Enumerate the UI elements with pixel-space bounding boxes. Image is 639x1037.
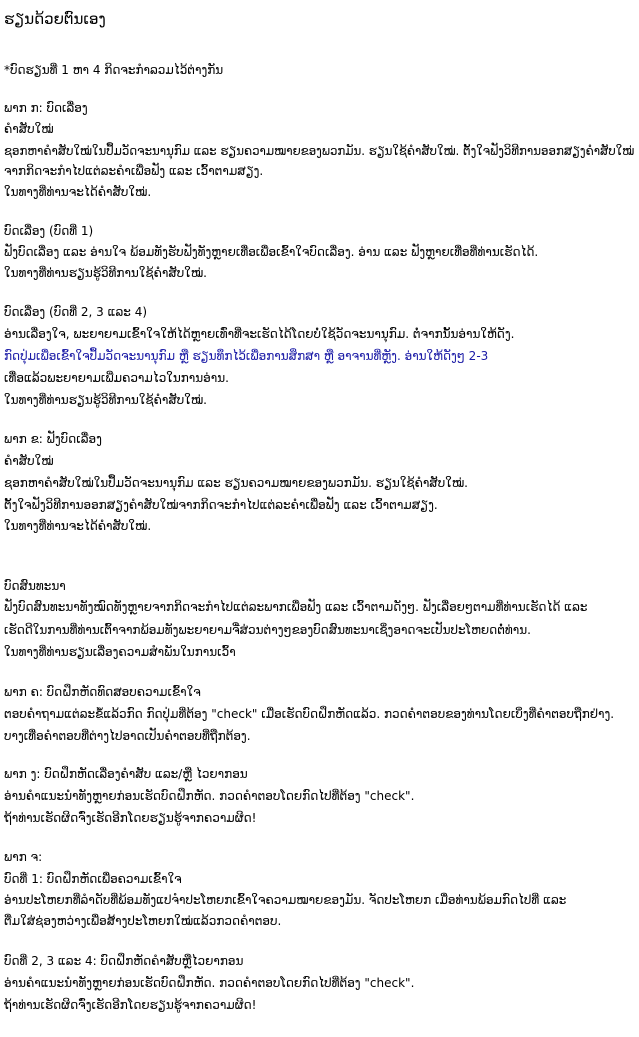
intro-note: *ບົດຮຽນທີ່ 1 ຫາ 4 ກິດຈະກຳລວມໄວ້ຕ່າງກັນ <box>4 63 224 77</box>
conversation-heading: ບົດສົນທະນາ <box>4 579 66 593</box>
part-a-vocab-line: ໃນທາງທີ່ທ່ານຈະໄດ້ຄຳສັບໃໝ່. <box>4 185 152 199</box>
part-d-heading: ພາກ ງ: ບົດຝຶກຫັດເລື່ອງຄຳສັບ ແລະ/ຫຼື ໄວຍາກອນ <box>4 767 248 781</box>
part-b-vocab-line: ຊອກຫາຄຳສັບໃໝ່ໃນປຶ້ມວັດຈະນານຸກົມ ແລະ ຮຽນຄວາມໝາຍຂອງພວກມັນ. ຮຽນໃຊ້ຄຳສັບໃໝ່. <box>4 476 468 490</box>
part-c-line: ບາງເທື່ອຄຳຕອບທີ່ຕ່າງໄປອາດເປັນຄຳຕອບທີ່ຖືກຕ້ອງ. <box>4 729 251 743</box>
story1-line: ໃນທາງທີ່ທ່ານຮຽນຮູ້ວິທີການໃຊ້ຄຳສັບໃໝ່. <box>4 266 207 280</box>
part-e-heading: ພາກ ຈ: <box>4 850 43 864</box>
part-b-heading: ພາກ ຂ: ຟັງບົດເລື່ອງ <box>4 432 102 446</box>
part-b-vocab-line: ໃນທາງທີ່ທ່ານຈະໄດ້ຄຳສັບໃໝ່. <box>4 519 152 533</box>
conversation-line: ຟັງບົດສົນທະນາທັງໝົດທັງຫຼາຍຈາກກິດຈະກຳໄປແຕ່ລະພາກເພື່ອຟັງ ແລະ ເວົ້າຕາມດັງໆ. ຟັງເລື່ອຍໆຕາມທີ່ທ່ານເຮັດໄດ້ ແລະ <box>4 600 588 614</box>
lesson1-line: ອ່ານປະໂຫຍກທີ່ລຳດັບທີ່ພ້ອມທັງແປຈຳປະໂຫຍກເຂົ້າໃຈຄວາມໝາຍຂອງມັນ. ຈັດປະໂຫຍກ ເມື່ອທ່ານພ້ອມກົດໄປທີ່ ແລະ <box>4 893 567 907</box>
story234-line: ໃນທາງທີ່ທ່ານຮຽນຮູ້ວິທີການໃຊ້ຄຳສັບໃໝ່. <box>4 393 207 407</box>
lesson1-heading: ບົດທີ່ 1: ບົດຝຶກຫັດເພື່ອຄວາມເຂົ້າໃຈ <box>4 872 182 886</box>
story1-heading: ບົດເລື່ອງ (ບົດທີ່ 1) <box>4 224 94 238</box>
part-b-vocab-heading: ຄຳສັບໃໝ່ <box>4 454 54 468</box>
lesson234-line: ຖ້າທ່ານເຮັດຜິດຈົ່ງເຮັດອີກໂດຍຮຽນຮູ້ຈາກຄວາມຜິດ! <box>4 998 257 1012</box>
story234-heading: ບົດເລື່ອງ (ບົດທີ່ 2, 3 ແລະ 4) <box>4 305 148 319</box>
part-b-vocab-line: ຕັ້ງໃຈຟັງວິທີການອອກສຽງຄຳສັບໃໝ່ຈາກກິດຈະກຳໄປແຕ່ລະຄຳເພື່ອຟັງ ແລະ ເວົ້າຕາມສຽງ. <box>4 498 438 512</box>
part-c-heading: ພາກ ຄ: ບົດຝຶກຫັດທົດສອບຄວາມເຂົ້າໃຈ <box>4 685 201 699</box>
story234-link-line[interactable]: ກົດປຸ່ມເພື່ອເຂົ້າໃຈປຶ້ມວັດຈະນານຸກົມ ຫຼື ຮຽນທຶກໄວ້ເພື່ອການສຶກສາ ຫຼື ອາຈານທີ່ຫຼັງ. ອ່ານໃຫ້ດັງໆ 2-3 <box>4 349 489 363</box>
part-a-vocab-heading: ຄຳສັບໃໝ່ <box>4 122 54 136</box>
page-title: ຮຽນດ້ວຍຕົນເອງ <box>4 10 106 28</box>
lesson1-line: ຕື່ມໃສ່ຊ່ອງຫວ່າງເພື່ອສ້າງປະໂຫຍກໃໝ່ແລ້ວກວດຄຳຕອບ. <box>4 914 282 928</box>
conversation-line: ໃນທາງທີ່ທ່ານຮຽນເລື່ອງຄວາມສຳພັນໃນການເວົ້າ <box>4 645 236 659</box>
part-a-vocab-line: ຊອກຫາຄຳສັບໃໝ່ໃນປຶ້ມວັດຈະນານຸກົມ ແລະ ຮຽນຄວາມໝາຍຂອງພວກມັນ. ຮຽນໃຊ້ຄຳສັບໃໝ່. ຕັ້ງໃຈຟັງວິທີການອອກສຽງຄຳສັບໃໝ່ <box>4 144 635 158</box>
conversation-line: ເຮັດດີໃນການທີ່ທ່ານເຕົ້າຈາກພ້ອມທັງພະຍາຍາມຈື່ສ່ວນຕ່າງໆຂອງບົດສົນທະນາເຊິ່ງອາດຈະເປັນປະໂຫຍດຕໍ່ທ່ານ. <box>4 623 531 637</box>
part-d-line: ຖ້າທ່ານເຮັດຜິດຈົ່ງເຮັດອີກໂດຍຮຽນຮູ້ຈາກຄວາມຜິດ! <box>4 811 257 825</box>
story1-line: ຟັງບົດເລື່ອງ ແລະ ອ່ານໃຈ ພ້ອມທັງຮັບຟັງທັງຫຼາຍເທື່ອເພື່ອເຂົ້າໃຈບົດເລື່ອງ. ອ່ານ ແລະ ຟັງຫຼາຍເທື່ອທີ່ທ່ານເຮັດໄດ້. <box>4 245 539 259</box>
lesson234-line: ອ່ານຄຳແນະນຳທັງຫຼາຍກ່ອນເຮັດບົດຝຶກຫັດ. ກວດຄຳຕອບໂດຍກົດໄປທີ່ຕ້ອງ "check". <box>4 976 415 990</box>
part-c-line: ຕອບຄຳຖາມແຕ່ລະຂໍ້ແລ້ວກົດ ກົດປຸ່ມທີ່ຕ້ອງ "check" ເມື່ອເຮັດບົດຝຶກຫັດແລ້ວ. ກວດຄຳຕອບຂອງທ່ານໂດຍເບິ່ງທີ່ຄຳຕອບຖືກຢ່າງ. <box>4 707 615 721</box>
story234-line: ອ່ານເລື່ອງໃຈ, ພະຍາຍາມເຂົ້າໃຈໃຫ້ໄດ້ຫຼາຍເທົ່າທີ່ຈະເຮັດໄດ້ໂດຍບໍ່ໃຊ້ວັດຈະນານຸກົມ. ຕໍ່ຈາກນັ້ນອ່ານໃຫ້ດັງ. <box>4 327 515 341</box>
part-a-vocab-line: ຈາກກິດຈະກຳໄປແຕ່ລະຄຳເພື່ອຟັງ ແລະ ເວົ້າຕາມສຽງ. <box>4 164 264 178</box>
story234-line: ເທື່ອແລ້ວພະຍາຍາມເພີ່ມຄວາມໄວໃນການອ່ານ. <box>4 371 229 385</box>
lesson234-heading: ບົດທີ່ 2, 3 ແລະ 4: ບົດຝຶກຫັດຄຳສັບຫຼືໄວຍາກອນ <box>4 954 244 968</box>
part-a-heading: ພາກ ກ: ບົດເລື່ອງ <box>4 101 88 115</box>
part-d-line: ອ່ານຄຳແນະນຳທັງຫຼາຍກ່ອນເຮັດບົດຝຶກຫັດ. ກວດຄຳຕອບໂດຍກົດໄປທີ່ຕ້ອງ "check". <box>4 789 415 803</box>
